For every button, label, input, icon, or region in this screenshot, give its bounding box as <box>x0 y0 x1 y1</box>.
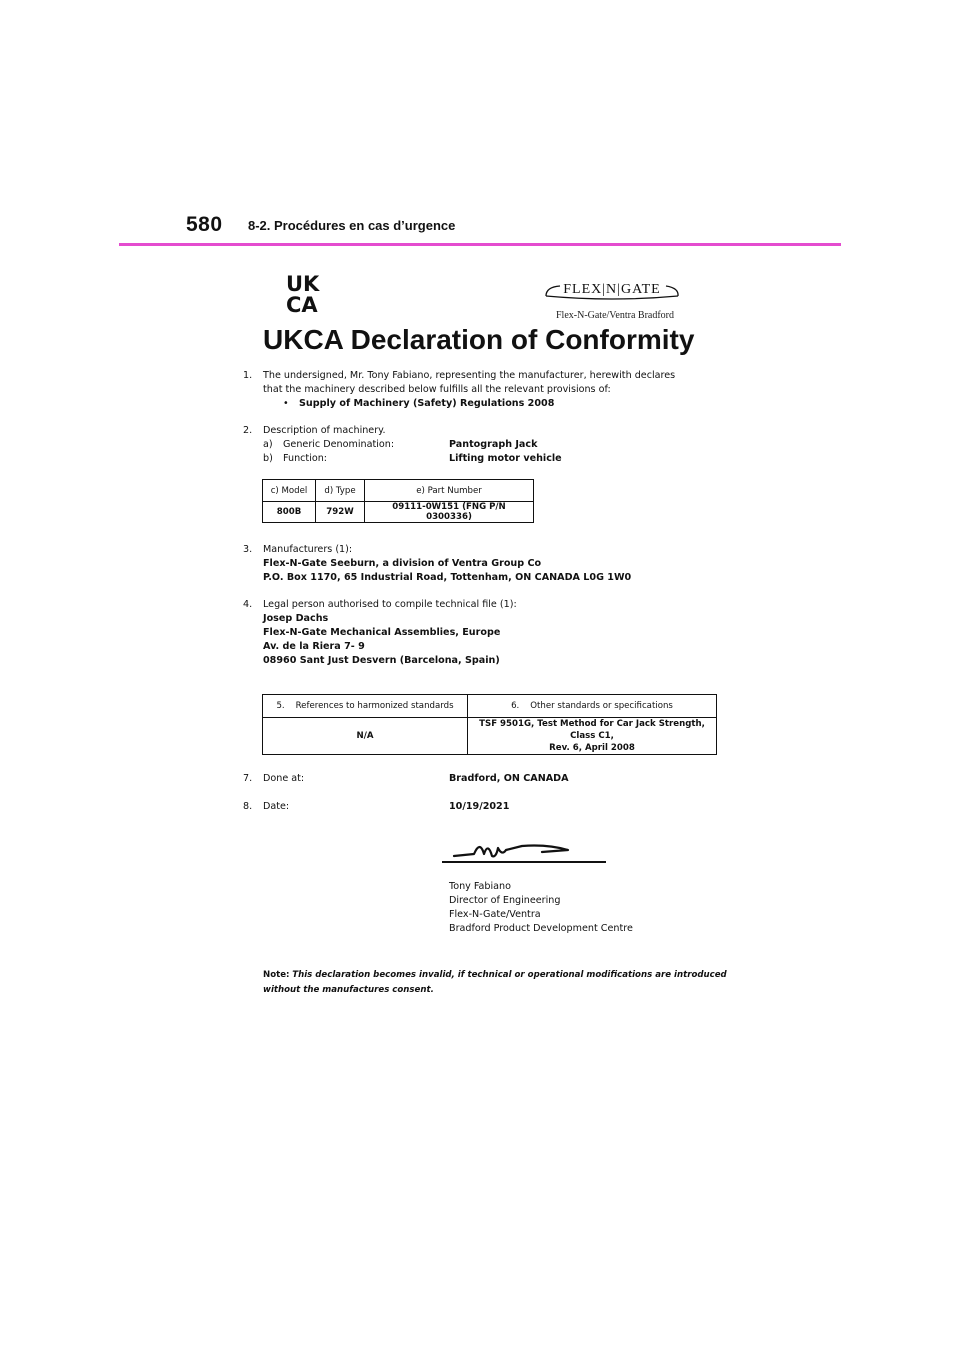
item-2 <box>243 424 723 468</box>
table-cell <box>468 718 717 755</box>
header-number: 6. <box>511 701 520 711</box>
flex-n-gate-logo <box>542 278 682 306</box>
table-cell: 09111-0W151 (FNG P/N 0300336) <box>365 502 534 523</box>
fng-logo-caption: Flex-N-Gate/Ventra Bradford <box>555 310 674 321</box>
standards-table <box>262 694 717 755</box>
item-3 <box>243 543 723 587</box>
signatory-name: Tony Fabiano <box>449 881 512 892</box>
ukca-mark-line2: CA <box>286 293 318 314</box>
note-label: Note: <box>263 970 290 980</box>
section-title: 8-2. Procédures en cas d’urgence <box>248 218 456 233</box>
item-4 <box>243 598 723 670</box>
item-7 <box>243 772 723 786</box>
note-line1: This declaration becomes invalid, if technical or operational modifications are introduced <box>292 970 727 980</box>
item-1-line1: The undersigned, Mr. Tony Fabiano, representing the manufacturer, herewith declares <box>263 370 676 381</box>
table-row <box>263 502 534 523</box>
item-2b-value: Lifting motor vehicle <box>449 453 562 464</box>
model-type-table <box>262 479 534 523</box>
fng-logo-text: FLEX|N|GATE <box>563 282 661 297</box>
header-divider <box>119 243 841 246</box>
item-4-line3: Av. de la Riera 7- 9 <box>263 641 365 652</box>
item-8-value: 10/19/2021 <box>449 801 510 812</box>
table-cell: 792W <box>316 502 365 523</box>
item-2a-label: Generic Denomination: <box>283 439 395 450</box>
item-4-line1: Josep Dachs <box>263 613 329 624</box>
item-2-label: Description of machinery. <box>263 425 386 436</box>
bullet-icon: • <box>283 398 289 409</box>
item-1 <box>243 369 723 413</box>
item-1-line2: that the machinery described below fulfills all the relevant provisions of: <box>263 384 611 395</box>
item-4-label: Legal person authorised to compile technical file (1): <box>263 599 517 610</box>
note-block <box>263 968 733 998</box>
item-4-line2: Flex-N-Gate Mechanical Assemblies, Europe <box>263 627 501 638</box>
item-2-number: 2. <box>243 425 253 436</box>
table-cell: N/A <box>263 718 468 755</box>
item-2a-marker: a) <box>263 439 273 450</box>
signatory-block <box>449 880 709 936</box>
header-text: Other standards or specifications <box>530 701 673 711</box>
table-cell-line2: Rev. 6, April 2008 <box>549 743 635 753</box>
item-8-label: Date: <box>263 801 290 812</box>
item-2b-label: Function: <box>283 453 328 464</box>
item-8 <box>243 800 723 814</box>
signature-line <box>442 861 606 863</box>
item-3-line1: Flex-N-Gate Seeburn, a division of Ventra Group Co <box>263 558 542 569</box>
signatory-title: Director of Engineering <box>449 895 561 906</box>
table-header-cell: e) Part Number <box>365 480 534 502</box>
item-2b-marker: b) <box>263 453 273 464</box>
table-header-cell: d) Type <box>316 480 365 502</box>
header-number: 5. <box>276 701 285 711</box>
page-number: 580 <box>186 213 223 236</box>
item-3-line2: P.O. Box 1170, 65 Industrial Road, Tottenham, ON CANADA L0G 1W0 <box>263 572 632 583</box>
table-header-row <box>263 480 534 502</box>
signatory-company: Flex-N-Gate/Ventra <box>449 909 541 920</box>
note-line2: without the manufactures consent. <box>263 985 434 995</box>
item-3-label: Manufacturers (1): <box>263 544 353 555</box>
document-title: UKCA Declaration of Conformity <box>263 324 695 355</box>
signature-image <box>452 836 578 864</box>
item-2a-value: Pantograph Jack <box>449 439 538 450</box>
item-1-number: 1. <box>243 370 253 381</box>
table-header-row <box>263 695 717 718</box>
table-header-cell <box>468 695 717 718</box>
item-7-number: 7. <box>243 773 253 784</box>
table-row <box>263 718 717 755</box>
item-3-number: 3. <box>243 544 253 555</box>
table-cell-line1: TSF 9501G, Test Method for Car Jack Strength, Class C1, <box>479 719 705 741</box>
item-7-value: Bradford, ON CANADA <box>449 773 569 784</box>
item-7-label: Done at: <box>263 773 305 784</box>
header-text: References to harmonized standards <box>295 701 454 711</box>
table-header-cell: c) Model <box>263 480 316 502</box>
ukca-mark-logo <box>286 272 330 314</box>
item-8-number: 8. <box>243 801 253 812</box>
item-4-number: 4. <box>243 599 253 610</box>
item-4-line4: 08960 Sant Just Desvern (Barcelona, Spain) <box>263 655 500 666</box>
table-cell: 800B <box>263 502 316 523</box>
signatory-department: Bradford Product Development Centre <box>449 923 633 934</box>
table-header-cell <box>263 695 468 718</box>
item-1-regulation: Supply of Machinery (Safety) Regulations 2008 <box>299 398 555 409</box>
ukca-mark-line1: UK <box>286 272 320 296</box>
